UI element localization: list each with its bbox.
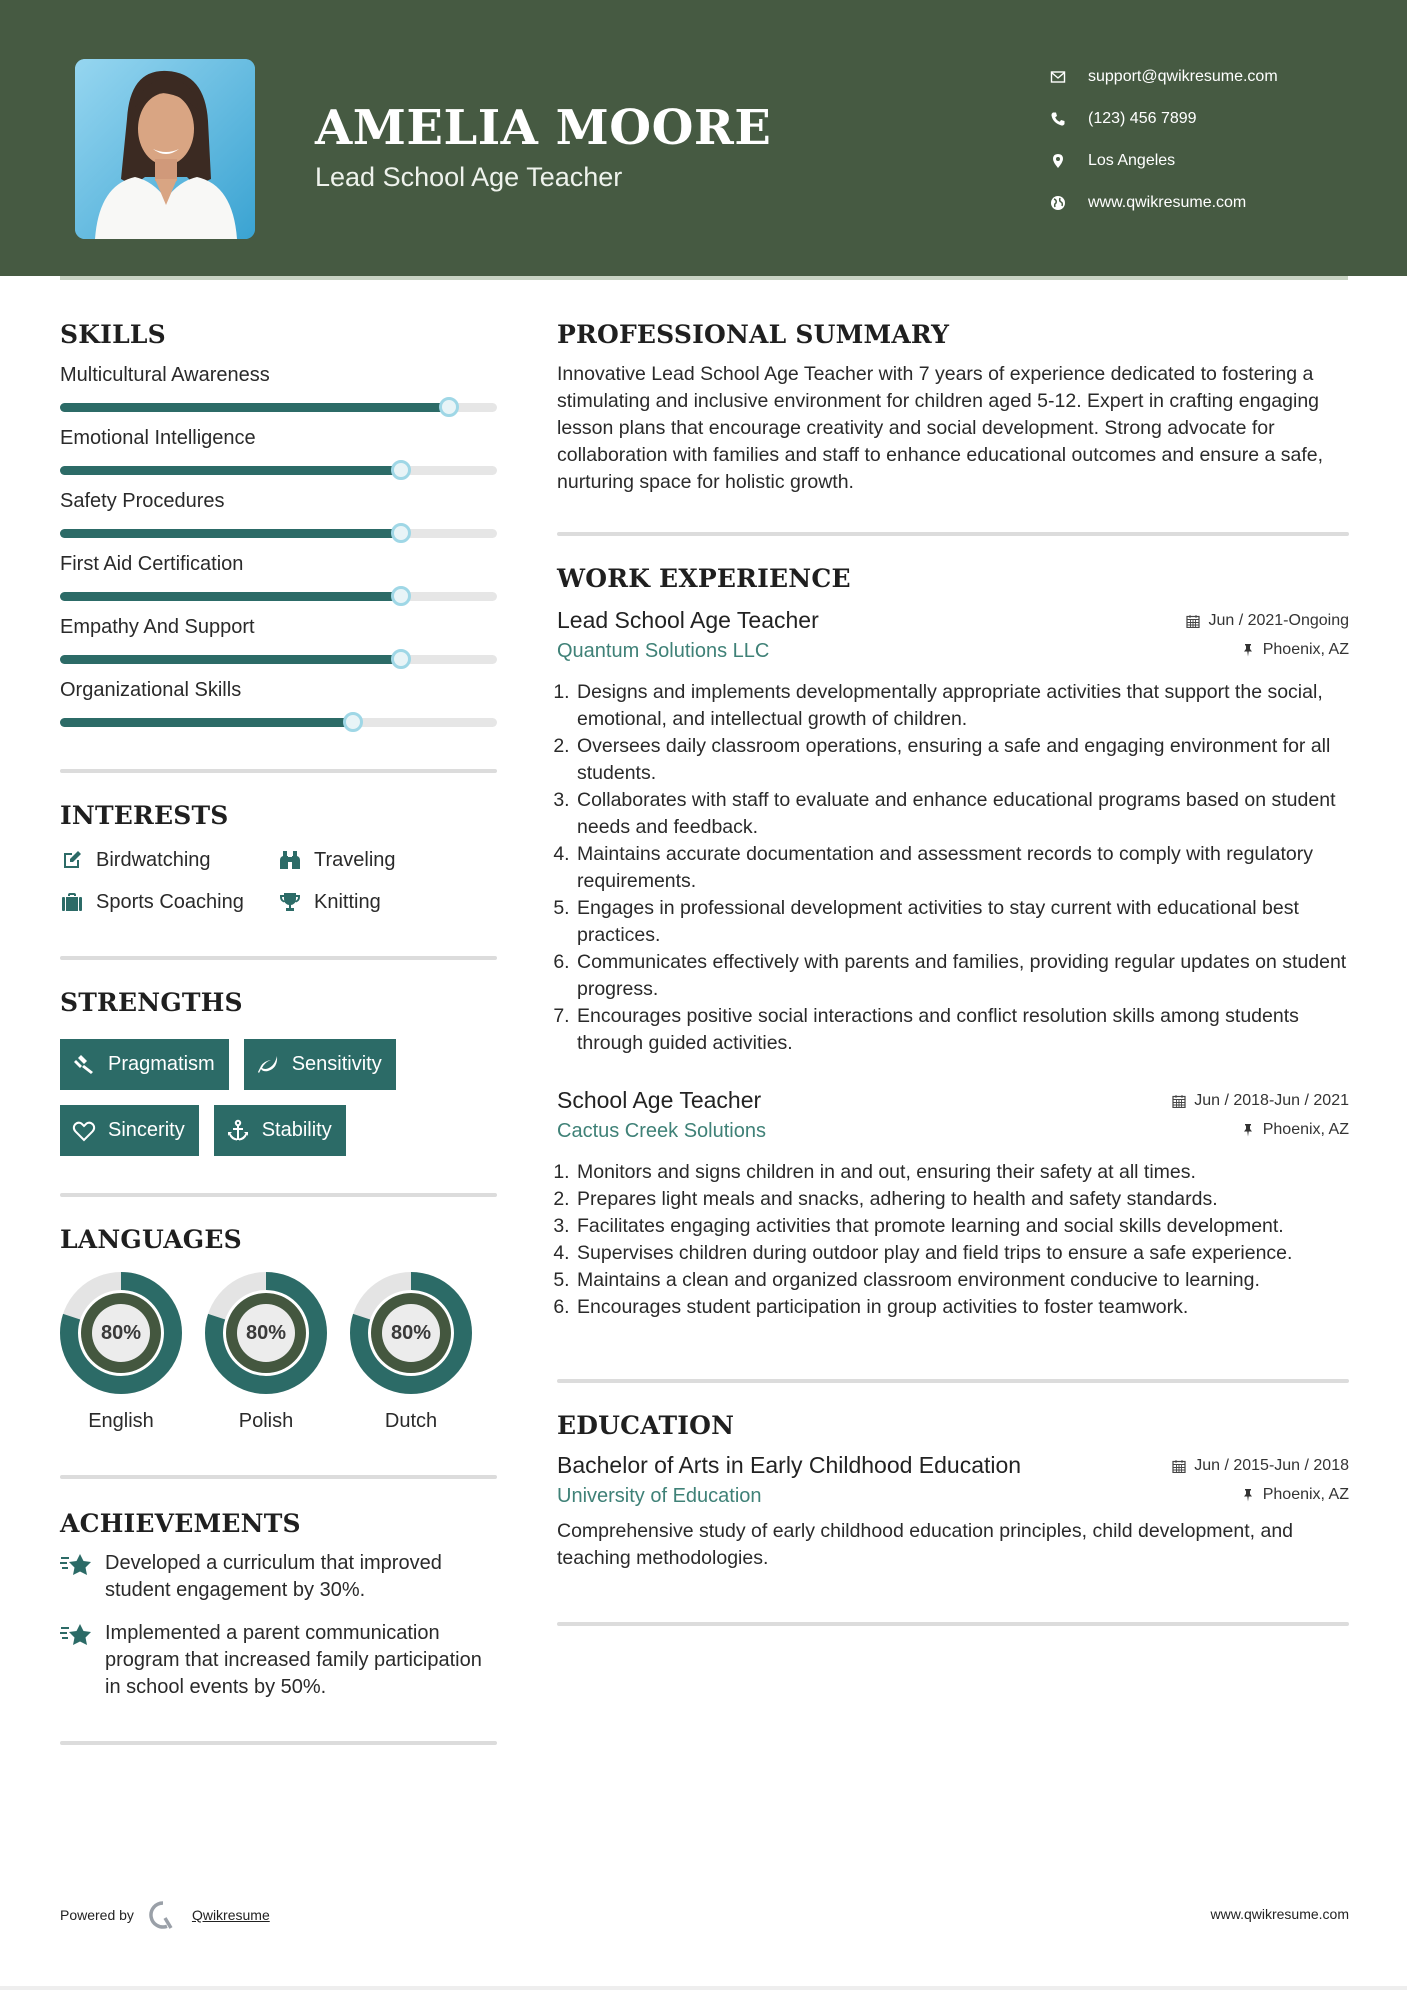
qwikresume-logo-icon [148,1900,178,1930]
job-role: Lead School Age Teacher [557,607,819,633]
skill-name: First Aid Certification [60,553,244,575]
pushpin-icon [1241,1488,1255,1502]
skill-bar [60,655,497,664]
summary-heading: PROFESSIONAL SUMMARY [557,320,950,349]
envelope-icon [1050,69,1088,85]
summary-text: Innovative Lead School Age Teacher with 7 years of experience dedicated to fostering a stimulating and inclusive environment for children aged 5-12. Expert in crafting engaging lesson plans that encourage creativity and social development. Strong advocate for collaboration with families and staff to enhance educational outcomes and ensure a safe, nurturing space for holistic growth. [557,363,1324,493]
duty-item: 1. Designs and implements developmentally appropriate activities that support the social, emotional, and intellectual growth of children. [575,679,1349,733]
interest-label: Birdwatching [96,848,211,871]
interest-label: Traveling [314,848,396,871]
strength-label: Pragmatism [108,1053,215,1075]
qwikresume-link[interactable]: Qwikresume [191,1907,270,1923]
job-duties [557,1159,1349,1321]
strength-badge [214,1105,346,1156]
calendar-icon [1186,614,1200,628]
experience-heading: WORK EXPERIENCE [557,564,851,593]
section-divider [557,532,1349,536]
skill-knob [439,397,459,417]
duty-item: 4. Maintains accurate documentation and assessment records to comply with regulatory requirements. [575,841,1349,895]
summary-section [557,320,1349,496]
strengths-heading: STRENGTHS [60,988,243,1017]
duty-item: 1. Monitors and signs children in and out, ensuring their safety at all times. [575,1159,1349,1186]
candidate-title: Lead School Age Teacher [315,162,623,192]
edit-icon [60,848,84,872]
job-company: Cactus Creek Solutions [557,1120,766,1142]
language-item [350,1272,495,1433]
job-dates [1172,1092,1349,1110]
duty-item: 3. Collaborates with staff to evaluate and enhance educational programs based on student needs and feedback. [575,787,1349,841]
skill-name: Multicultural Awareness [60,364,270,386]
duty-item: 4. Supervises children during outdoor play and field trips to ensure a safe experience. [575,1240,1349,1267]
page-bottom-edge [0,1986,1407,1990]
education-dates [1172,1457,1349,1475]
interest-item [278,848,478,872]
skill-bar [60,529,497,538]
skill-knob [343,712,363,732]
contact-location [1050,140,1278,182]
achievement-item [60,1550,497,1604]
language-item [205,1272,350,1433]
map-pin-icon [1050,153,1088,169]
job-location [1241,641,1349,659]
strength-badge [60,1039,229,1090]
section-divider [557,1379,1349,1383]
profile-photo [75,59,255,239]
powered-by-label: Powered by [60,1907,134,1923]
skill-bar [60,718,497,727]
heart-icon [72,1119,96,1143]
skill-knob [391,523,411,543]
job-role: School Age Teacher [557,1087,762,1113]
job-location-text: Phoenix, AZ [1262,1121,1349,1138]
languages-heading: LANGUAGES [60,1225,242,1254]
education-heading: EDUCATION [557,1411,735,1440]
pushpin-icon [1241,643,1255,657]
strength-label: Sincerity [108,1119,185,1141]
briefcase-icon [60,890,84,914]
skill-item [60,676,497,727]
languages-section [60,1225,497,1433]
job-dates-text: Jun / 2018-Jun / 2021 [1194,1092,1349,1109]
skill-name: Empathy And Support [60,616,255,638]
skill-name: Emotional Intelligence [60,427,256,449]
language-percent: 80% [245,1321,287,1344]
gavel-icon [72,1053,96,1077]
header-divider [60,276,1348,280]
binoculars-icon [278,848,302,872]
strength-label: Stability [261,1119,332,1141]
phone-icon [1050,111,1088,127]
interest-item [60,890,278,914]
anchor-icon [226,1119,250,1143]
skill-knob [391,460,411,480]
interest-label: Sports Coaching [96,890,244,913]
skill-name: Organizational Skills [60,679,242,701]
job-dates-text: Jun / 2021-Ongoing [1208,612,1349,629]
skills-heading: SKILLS [60,320,166,349]
interest-item [60,848,278,872]
candidate-name: AMELIA MOORE [315,100,772,156]
duty-item: 2. Oversees daily classroom operations, ensuring a safe and engaging environment for all students. [575,733,1349,787]
section-divider [60,1741,497,1745]
education-section [557,1411,1349,1572]
achievements-heading: ACHIEVEMENTS [60,1509,301,1538]
contact-phone-text: (123) 456 7899 [1088,110,1197,127]
language-percent: 80% [390,1321,432,1344]
education-school: University of Education [557,1485,762,1507]
achievements-section [60,1509,497,1701]
education-description: Comprehensive study of early childhood education principles, child development, and teaching methodologies. [557,1520,1294,1569]
footer-branding [60,1900,270,1930]
strength-badge [244,1039,396,1090]
contact-email-text: support@qwikresume.com [1088,68,1278,85]
interest-item [278,890,478,914]
language-name: Polish [238,1410,294,1432]
education-location-text: Phoenix, AZ [1262,1486,1349,1503]
contact-email[interactable] [1050,56,1278,98]
duty-item: 3. Facilitates engaging activities that promote learning and social skills development. [575,1213,1349,1240]
experience-section [557,564,1349,1321]
section-divider [60,1475,497,1479]
achievement-item [60,1620,497,1701]
education-location [1241,1486,1349,1504]
job-company: Quantum Solutions LLC [557,640,770,662]
strength-badge [60,1105,199,1156]
contact-location-text: Los Angeles [1088,152,1176,169]
education-entry [557,1452,1349,1572]
shooting-star-icon [60,1622,94,1648]
duty-item: 5. Engages in professional development activities to stay current with educational best practices. [575,895,1349,949]
skills-section [60,320,497,727]
education-dates-text: Jun / 2015-Jun / 2018 [1194,1457,1349,1474]
footer-website[interactable]: www.qwikresume.com [1210,1906,1349,1922]
job-dates [1186,612,1349,630]
calendar-icon [1172,1459,1186,1473]
achievement-text: Implemented a parent communication program that increased family participation in school events by 50%. [105,1622,482,1698]
interests-heading: INTERESTS [60,801,229,830]
job-duties [557,679,1349,1057]
section-divider [557,1622,1349,1626]
language-name: Dutch [384,1410,438,1432]
calendar-icon [1172,1094,1186,1108]
skill-item [60,613,497,664]
duty-item: 7. Encourages positive social interactions and conflict resolution skills among students through guided activities. [575,1003,1349,1057]
language-percent: 80% [100,1321,142,1344]
job-entry [557,607,1349,1057]
skill-bar [60,466,497,475]
skill-item [60,487,497,538]
language-item [60,1272,205,1433]
section-divider [60,769,497,773]
contact-website-text: www.qwikresume.com [1088,194,1247,211]
language-donut [60,1272,182,1394]
job-location [1241,1121,1349,1139]
section-divider [60,956,497,960]
duty-item: 2. Prepares light meals and snacks, adhering to health and safety standards. [575,1186,1349,1213]
skill-name: Safety Procedures [60,490,225,512]
job-location-text: Phoenix, AZ [1262,641,1349,658]
skill-item [60,361,497,412]
achievement-text: Developed a curriculum that improved student engagement by 30%. [105,1552,442,1601]
skill-item [60,424,497,475]
duty-item: 5. Maintains a clean and organized classroom environment conducive to learning. [575,1267,1349,1294]
trophy-icon [278,890,302,914]
pushpin-icon [1241,1123,1255,1137]
left-column [60,320,497,1745]
globe-icon [1050,195,1088,211]
shooting-star-icon [60,1552,94,1578]
skill-bar [60,403,497,412]
section-divider [60,1193,497,1197]
language-donut [205,1272,327,1394]
job-entry [557,1087,1349,1321]
contact-website[interactable] [1050,182,1278,224]
strengths-section [60,988,497,1156]
profile-photo-illustration [75,59,255,239]
interest-label: Knitting [314,890,381,913]
interests-section [60,801,497,914]
contact-list [1050,56,1278,224]
skill-knob [391,586,411,606]
skill-bar [60,592,497,601]
leaf-icon [256,1053,280,1077]
duty-item: 6. Encourages student participation in group activities to foster teamwork. [575,1294,1349,1321]
language-name: English [88,1410,154,1432]
resume-header [0,0,1407,276]
skill-knob [391,649,411,669]
duty-item: 6. Communicates effectively with parents and families, providing regular updates on student progress. [575,949,1349,1003]
education-degree: Bachelor of Arts in Early Childhood Education [557,1452,1022,1478]
contact-phone[interactable] [1050,98,1278,140]
right-column [557,320,1349,1626]
skill-item [60,550,497,601]
language-donut [350,1272,472,1394]
strength-label: Sensitivity [291,1053,382,1075]
